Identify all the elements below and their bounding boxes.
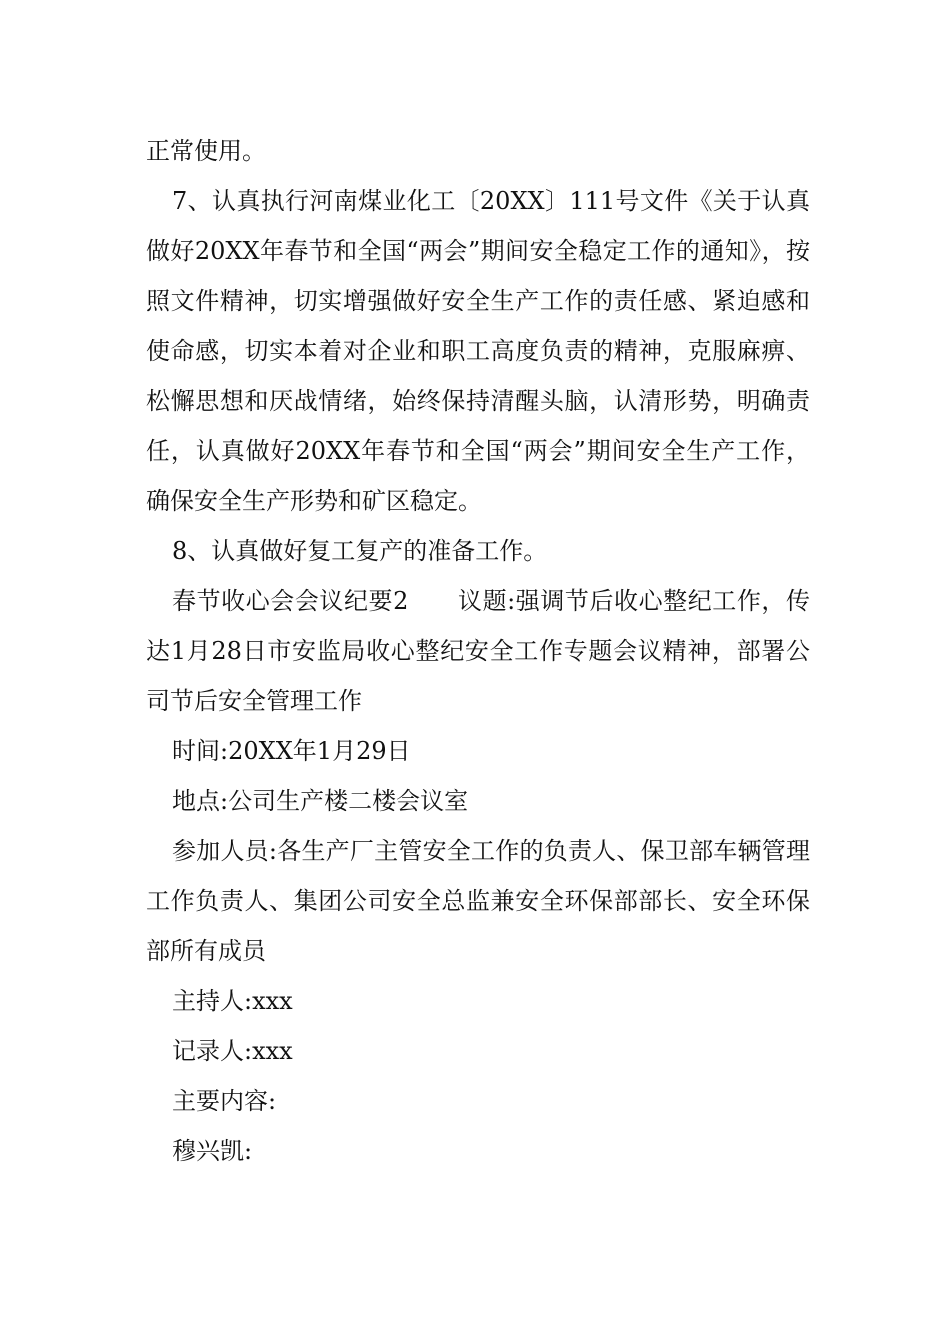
paragraph-minutes-topic: 春节收心会会议纪要2 议题:强调节后收心整纪工作，传达1月28日市安监局收心整纪安全工作专题会议精神，部署公司节后安全管理工作 (146, 587, 810, 715)
paragraph-item-7: 7、认真执行河南煤业化工〔20XX〕111号文件《关于认真做好20XX年春节和全国“两会”期间安全稳定工作的通知》，按照文件精神，切实增强做好安全生产工作的责任感、紧迫感和使命感，切实本着对企业和职工高度负责的精神，克服麻痹、松懈思想和厌战情绪，始终保持清醒头脑，认清形势，明确责任，认真做好20XX年春节和全国“两会”期间安全生产工作，确保安全生产形势和矿区稳定。 (146, 187, 810, 515)
paragraph-main-content: 主要内容: (172, 1087, 277, 1115)
document-body (146, 126, 810, 1176)
paragraph-location: 地点:公司生产楼二楼会议室 (172, 787, 469, 815)
paragraph-item-8: 8、认真做好复工复产的准备工作。 (172, 537, 548, 565)
paragraph-attendees: 参加人员:各生产厂主管安全工作的负责人、保卫部车辆管理工作负责人、集团公司安全总监兼安全环保部部长、安全环保部所有成员 (146, 837, 810, 965)
paragraph-recorder: 记录人:xxx (172, 1037, 293, 1065)
paragraph-speaker: 穆兴凯: (172, 1137, 253, 1165)
paragraph-host: 主持人:xxx (172, 987, 293, 1015)
paragraph-continuation: 正常使用。 (146, 137, 266, 165)
paragraph-time: 时间:20XX年1月29日 (172, 737, 411, 765)
